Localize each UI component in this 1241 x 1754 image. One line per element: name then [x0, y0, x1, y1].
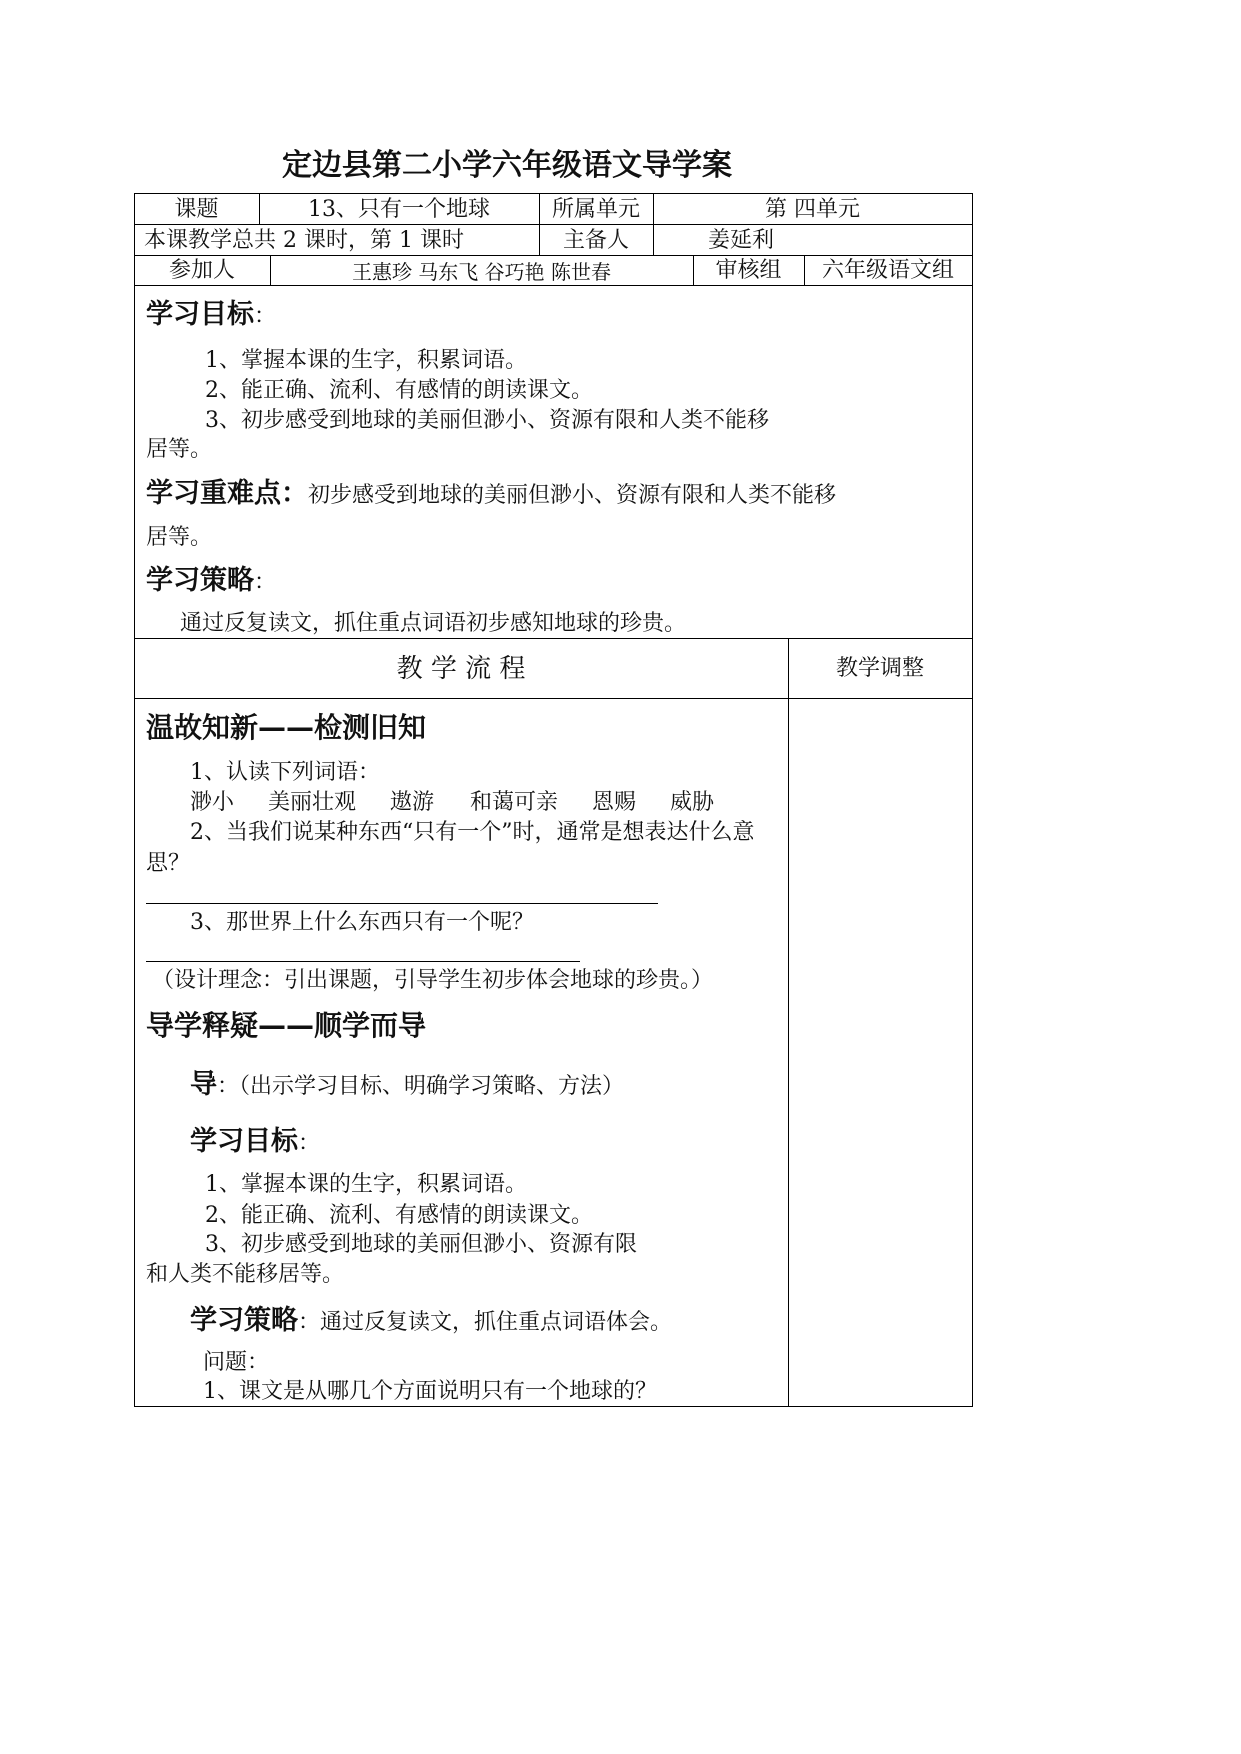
guide-label: 导: [190, 1069, 217, 1100]
row-divider: [134, 224, 973, 225]
row-divider: [134, 638, 973, 639]
objective-item: 1、掌握本课的生字，积累词语。: [205, 348, 527, 373]
preparer-value: 姜延利: [708, 228, 775, 253]
key-points-text: 初步感受到地球的美丽但渺小、资源有限和人类不能移: [308, 483, 837, 508]
guide-text: ：（出示学习目标、明确学习策略、方法）: [217, 1074, 625, 1099]
adjust-title: 教学调整: [835, 656, 924, 681]
word-item: 渺小: [190, 790, 235, 815]
guide-strategy-row: [190, 1305, 672, 1337]
guide-objective-item: 1、掌握本课的生字，积累词语。: [205, 1172, 527, 1197]
guide-objective-item: 3、初步感受到地球的美丽但渺小、资源有限: [205, 1232, 637, 1257]
key-points-row: [146, 478, 836, 510]
word-item: 恩赐: [592, 790, 637, 815]
answer-blank-line: [146, 903, 658, 904]
guide-objective-item-cont: 和人类不能移居等。: [146, 1262, 345, 1287]
word-item: 威胁: [670, 790, 715, 815]
review-q1: 1、认读下列词语：: [190, 760, 380, 785]
hours-text: 本课教学总共 2 课时，第 1 课时: [144, 228, 464, 253]
flow-title: 教 学 流 程: [396, 654, 526, 684]
table-left-border: [134, 193, 135, 1407]
unit-value: 第 四单元: [765, 197, 860, 222]
page-title: 定边县第二小学六年级语文导学案: [282, 148, 732, 183]
guide-objectives-heading: 学习目标: [190, 1126, 298, 1157]
word-item: 和蔼可亲: [470, 790, 559, 815]
objective-item: 3、初步感受到地球的美丽但渺小、资源有限和人类不能移: [205, 408, 769, 433]
lesson-label: 课题: [174, 197, 219, 222]
objective-item: 2、能正确、流利、有感情的朗读课文。: [205, 378, 593, 403]
word-item: 遨游: [390, 790, 435, 815]
review-heading: 温故知新——检测旧知: [146, 711, 427, 744]
participants-label: 参加人: [168, 258, 235, 283]
participants-value: 王惠珍 马东飞 谷巧艳 陈世春: [351, 260, 612, 284]
key-points-cont: 居等。: [146, 525, 213, 550]
table-bottom-border: [134, 1406, 973, 1407]
guide-strategy-text: ：通过反复读文，抓住重点词语体会。: [298, 1310, 673, 1335]
strategy-heading: 学习策略: [146, 565, 254, 596]
strategy-heading-row: [146, 565, 276, 597]
guide-row: [190, 1069, 624, 1101]
review-group-label: 审核组: [715, 258, 782, 283]
table-right-border: [972, 193, 973, 1407]
row-divider: [134, 285, 973, 286]
question-label: 问题：: [203, 1350, 270, 1375]
row-divider: [134, 255, 973, 256]
review-q3: 3、那世界上什么东西只有一个呢？: [190, 910, 534, 935]
key-points-heading: 学习重难点：: [146, 478, 308, 509]
design-note: （设计理念：引出课题，引导学生初步体会地球的珍贵。）: [152, 968, 714, 993]
lesson-value: 13、只有一个地球: [308, 197, 490, 222]
review-q2-cont: 思？: [146, 851, 191, 876]
guide-heading: 导学释疑——顺学而导: [146, 1009, 427, 1042]
strategy-colon: ：: [254, 570, 277, 595]
review-group-value: 六年级语文组: [821, 258, 954, 283]
strategy-text: 通过反复读文，抓住重点词语初步感知地球的珍贵。: [180, 611, 687, 636]
row-divider: [134, 698, 973, 699]
unit-label: 所属单元: [551, 197, 640, 222]
review-q2: 2、当我们说某种东西“只有一个”时，通常是想表达什么意: [190, 820, 755, 845]
guide-objectives-colon: ：: [298, 1131, 321, 1156]
answer-blank-line: [146, 961, 580, 962]
guide-question: 1、课文是从哪几个方面说明只有一个地球的？: [203, 1379, 657, 1404]
guide-strategy-heading: 学习策略: [190, 1305, 298, 1336]
word-item: 美丽壮观: [268, 790, 357, 815]
objectives-heading: 学习目标: [146, 299, 254, 330]
objectives-heading-row: [146, 299, 276, 331]
adjust-column-divider: [788, 638, 789, 1406]
objectives-colon: ：: [254, 304, 277, 329]
preparer-label: 主备人: [562, 228, 629, 253]
guide-objective-item: 2、能正确、流利、有感情的朗读课文。: [205, 1203, 593, 1228]
objective-item-cont: 居等。: [146, 437, 213, 462]
guide-objectives-heading-row: [190, 1126, 320, 1158]
